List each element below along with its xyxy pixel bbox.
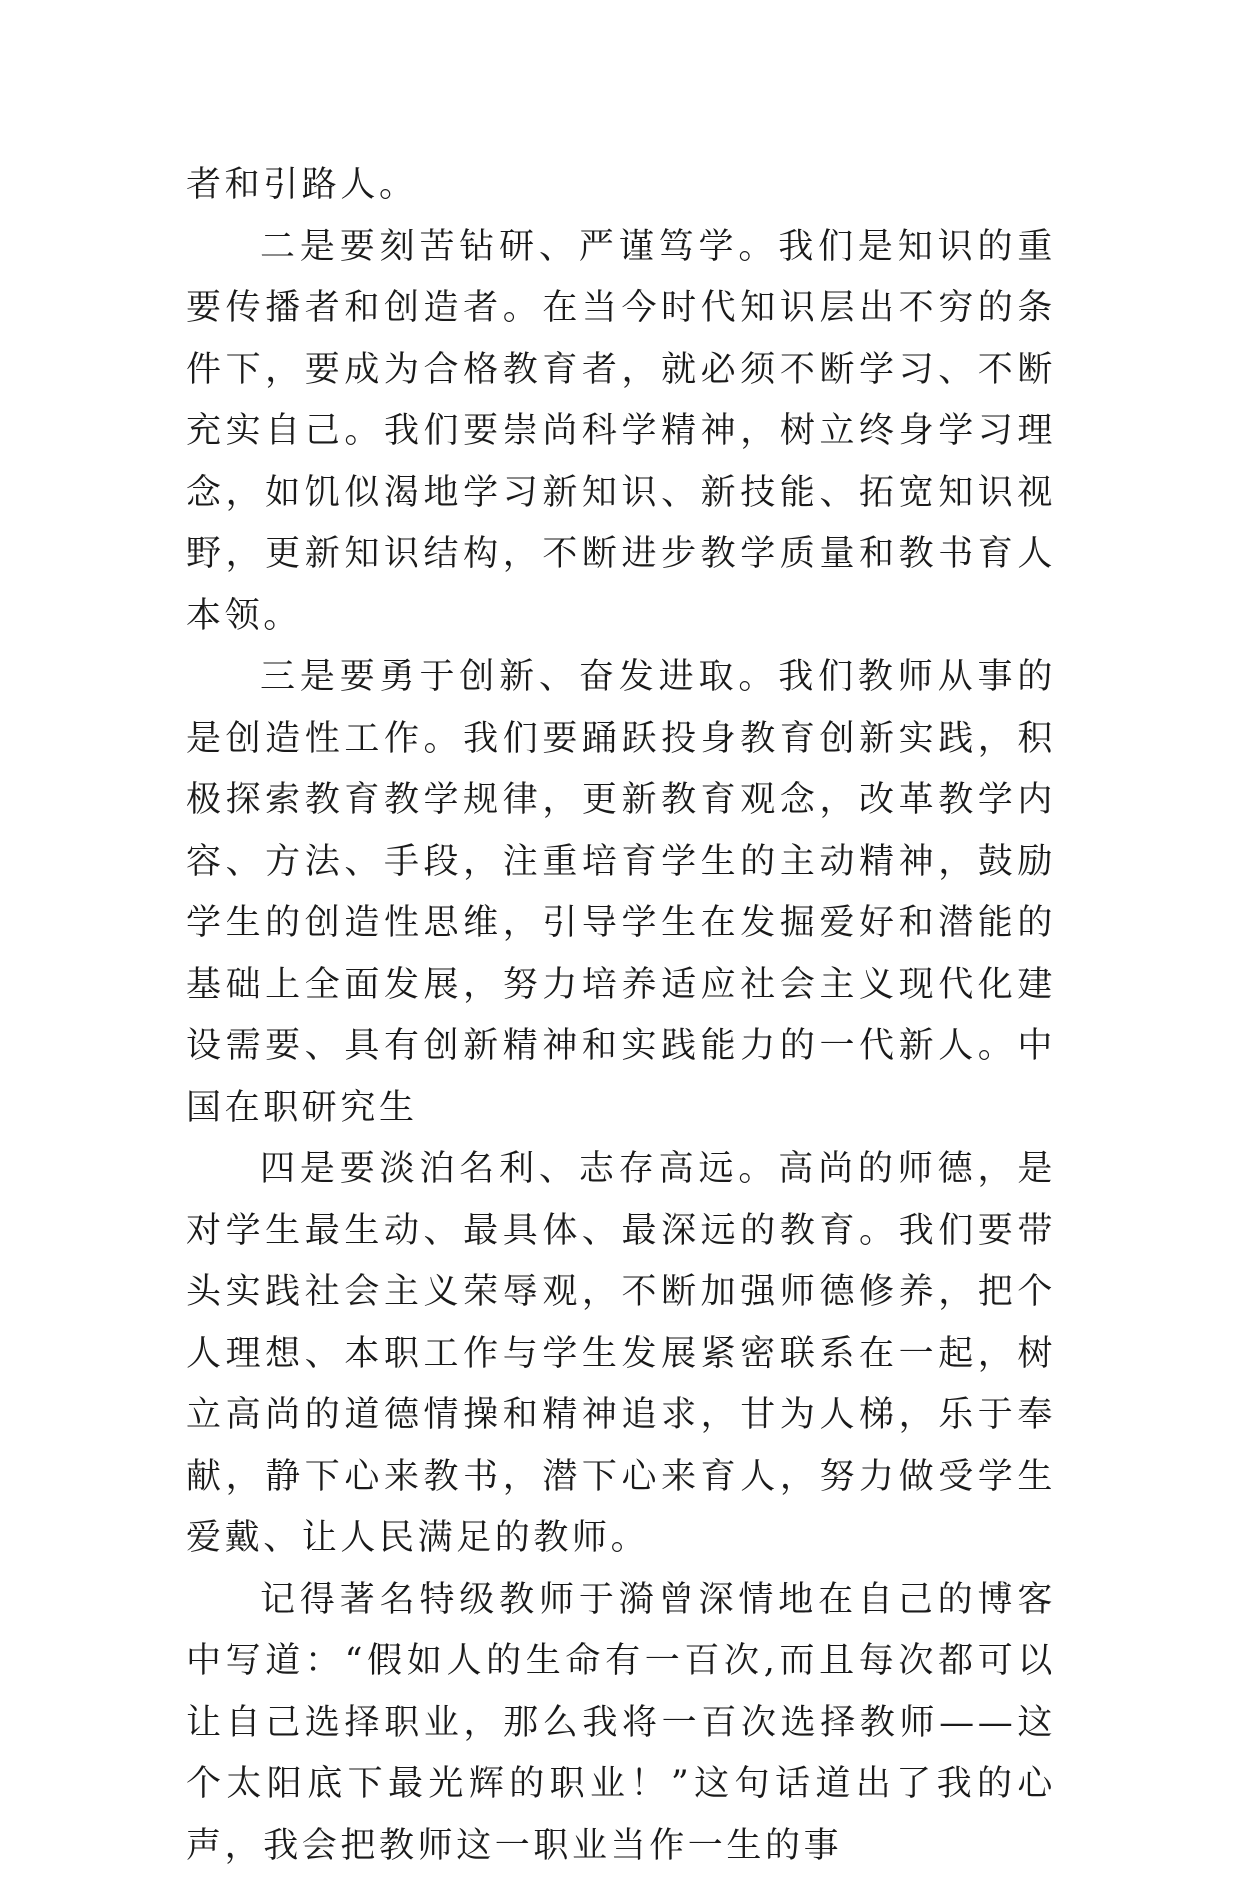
paragraph-continuation: 者和引路人。 [186,155,1056,217]
paragraph-point-four: 四是要淡泊名利、志存高远。高尚的师德，是对学生最生动、最具体、最深远的教育。我们要带头实践社会主义荣辱观，不断加强师德修养，把个人理想、本职工作与学生发展紧密联系在一起，树立高尚的道德情操和精神追求，甘为人梯，乐于奉献，静下心来教书，潜下心来育人，努力做受学生爱戴、让人民满足的教师。 [186,1139,1056,1570]
paragraph-point-two: 二是要刻苦钻研、严谨笃学。我们是知识的重要传播者和创造者。在当今时代知识层出不穷的条件下，要成为合格教育者，就必须不断学习、不断充实自己。我们要崇尚科学精神，树立终身学习理念，如饥似渴地学习新知识、新技能、拓宽知识视野，更新知识结构，不断进步教学质量和教书育人本领。 [186,217,1056,648]
document-body [186,155,1056,1877]
paragraph-point-three: 三是要勇于创新、奋发进取。我们教师从事的是创造性工作。我们要踊跃投身教育创新实践，积极探索教育教学规律，更新教育观念，改革教学内容、方法、手段，注重培育学生的主动精神，鼓励学生的创造性思维，引导学生在发掘爱好和潜能的基础上全面发展，努力培养适应社会主义现代化建设需要、具有创新精神和实践能力的一代新人。中国在职研究生 [186,647,1056,1139]
paragraph-quote: 记得著名特级教师于漪曾深情地在自己的博客中写道：“假如人的生命有一百次,而且每次都可以让自己选择职业，那么我将一百次选择教师——这个太阳底下最光辉的职业！”这句话道出了我的心声，我会把教师这一职业当作一生的事 [186,1570,1056,1877]
